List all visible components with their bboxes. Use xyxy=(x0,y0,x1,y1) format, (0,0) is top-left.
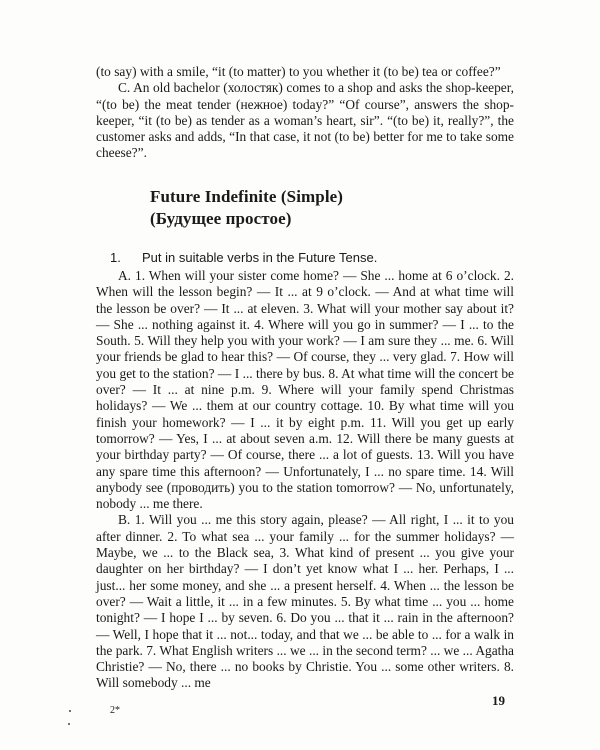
paragraph-a: A. 1. When will your sister come home? — She ... home at 6 o’clock. 2. When will the lesson begin? — It ... at 9 o’clock. — And at what time will the lesson be over? — It ... at eleven. 3. What will your mother say about it? — She ... nothing against it. 4. Where will you go in summer? — I ... to the South. 5. Will they help you with your work? — I am sure they ... me. 6. Will your friends be glad to hear this? — Of course, they ... very glad. 7. How will you get to the station? — I ... there by bus. 8. At what time will the concert be over? — It ... at nine p.m. 9. Where will your family spend Christmas holidays? — We ... them at our country cottage. 10. By what time will you finish your homework? — I ... it by eight p.m. 11. Will you get up early tomorrow? — Yes, I ... at about seven a.m. 12. Will there be many guests at your birthday party? — Of course, there ... a lot of guests. 13. Will you have any spare time this afternoon? — Unfortunately, I ... no spare time. 14. Will anybody see (проводить) you to the station tomorrow? — No, unfortunately, nobody ... me there. xyxy=(96,268,514,512)
paragraph-continuation: (to say) with a smile, “it (to matter) to you whether it (to be) tea or coffee?” xyxy=(96,64,501,79)
top-text-block xyxy=(96,64,514,162)
paragraph-b: B. 1. Will you ... me this story again, please? — All right, I ... it to you after dinner. 2. To what sea ... your family ... for the summer holidays? — Maybe, we ... to the Black sea, 3. What kind of present ... you give your daughter on her birthday? — I don’t yet know what I ... her. Perhaps, I ... just... her some money, and she ... a present herself. 4. When ... the lesson be over? — Wait a little, it ... in a few minutes. 5. By what time ... you ... home tonight? — I hope I ... by seven. 6. Do you ... that it ... rain in the afternoon? — Well, I hope that it ... not... today, and that we ... be able to ... for a walk in the park. 7. What English writers ... we ... in the second term? ... we ... Agatha Christie? — No, there ... no books by Christie. You ... some other writers. 8. Will somebody ... me xyxy=(96,512,514,691)
exercise-number: 1. xyxy=(110,250,121,265)
exercise-instruction: Put in suitable verbs in the Future Tense. xyxy=(142,250,378,265)
page-number: 19 xyxy=(492,693,505,708)
exercise-heading xyxy=(110,250,520,266)
scan-speck xyxy=(68,723,70,725)
section-title-english: Future Indefinite (Simple) xyxy=(150,187,344,206)
scan-speck xyxy=(69,710,71,712)
exercise-body xyxy=(96,268,514,692)
section-title-russian: (Будущее простое) xyxy=(150,209,292,228)
paragraph-c: C. An old bachelor (холостяк) comes to a shop and asks the shop-keeper, “(to be) the meat tender (нежное) today?” “Of course”, answers the shop-keeper, “it (to be) as tender as a woman’s heart, sir”. “(to be) it, really?”, the customer asks and adds, “In that case, it not (to be) better for me to take some cheese?”. xyxy=(96,80,514,161)
signature-mark: 2* xyxy=(110,705,120,716)
